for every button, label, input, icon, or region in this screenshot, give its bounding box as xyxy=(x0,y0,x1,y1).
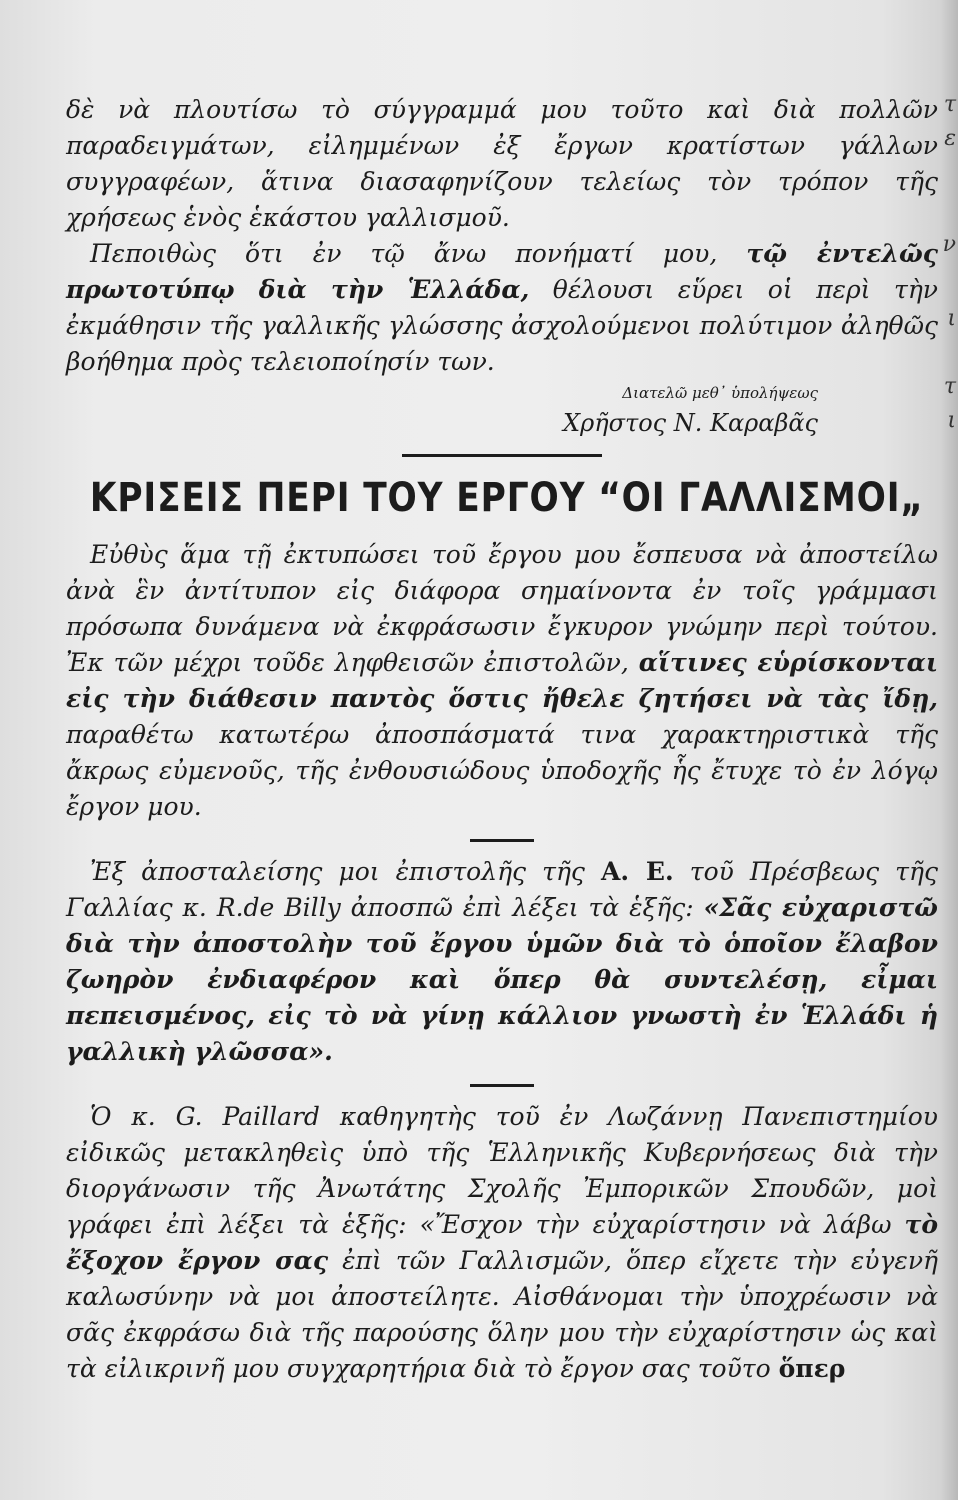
edge-letter: ι xyxy=(947,306,956,331)
section-divider xyxy=(402,454,602,457)
facing-page-edge xyxy=(940,0,958,1500)
section-headline: ΚΡΙΣΕΙΣ ΠΕΡΙ ΤΟΥ ΕΡΓΟΥ “ΟΙ ΓΑΛΛΙΣΜΟΙ„ xyxy=(89,475,924,521)
text-run: καθηγητὴς τοῦ ἐν Λωζάννῃ Πανεπιστημίου εἰδικῶς μετακληθεὶς ὑπὸ τῆς Ἑλληνικῆς Κυβερνήσεως διὰ τὴν διοργάνωσιν τῆς Ἀνωτάτης Σχολῆς Ἐμπορικῶν Σπουδῶν, μοὶ γράφει ἐπὶ λέξει τὰ ἑξῆς: «Ἔσχον τὴν εὐχαρίστησιν νὰ λάβω xyxy=(66,1102,938,1239)
signature-name: Χρῆστος Ν. Καραβᾶς xyxy=(563,409,818,437)
person-name: R.de Billy xyxy=(216,893,341,922)
text-run: Πεποιθὼς ὅτι ἐν τῷ ἄνω πονήματί μου, xyxy=(90,239,747,268)
edge-letter: ι xyxy=(947,408,956,433)
signature-block xyxy=(66,380,818,440)
text-run: Εὐθὺς ἅμα τῇ ἐκτυπώσει τοῦ ἔργου μου ἔσπευσα νὰ ἀποστείλω ἀνὰ ἓν ἀντίτυπον εἰς διάφορα σημαίνοντα ἐν τοῖς γράμμασι πρόσωπα δυνάμενα νὰ ἐκφράσωσιν ἔγκυρον γνώμην περὶ τούτου. Ἐκ τῶν μέχρι τοῦδε ληφθεισῶν ἐπιστολῶν, xyxy=(66,540,938,677)
text-run: θέλουσι εὕρει οἱ περὶ τὴν ἐκμάθησιν τῆς γαλλικῆς γλώσσης ἀσχολούμενοι πολύτιμον ἀληθῶς βοήθημα πρὸς τελειοποίησίν των. xyxy=(66,275,938,376)
professor-paragraph xyxy=(66,1099,938,1387)
ambassador-paragraph xyxy=(66,854,938,1070)
emphasis-run: αἵτινες εὑρίσκονται εἰς τὴν διάθεσιν παντὸς ὅστις ἤθελε ζητήσει νὰ τὰς ἴδῃ, xyxy=(66,648,939,713)
short-divider xyxy=(470,1084,534,1087)
emphasis-run: ὅπερ xyxy=(778,1354,846,1383)
edge-letter: τ xyxy=(943,92,956,117)
signature-closing: Διατελῶ μεθ᾽ ὑπολήψεως xyxy=(622,384,818,402)
title-abbreviation: Α. Ε. xyxy=(600,857,674,886)
person-name: G. Paillard xyxy=(175,1102,320,1131)
quoted-letter: «Σᾶς εὐχαριστῶ διὰ τὴν ἀποστολὴν τοῦ ἔργου ὑμῶν διὰ τὸ ὁποῖον ἔλαβον ζωηρὸν ἐνδιαφέρον καὶ ὅπερ θὰ συντελέσῃ, εἶμαι πεπεισμένος, εἰς τὸ νὰ γίνῃ κάλλιον γνωστὴ ἐν Ἑλλάδι ἡ γαλλικὴ γλῶσσα». xyxy=(66,893,938,1066)
text-run: παραθέτω κατωτέρω ἀποσπάσματά τινα χαρακτηριστικὰ τῆς ἄκρως εὐμενοῦς, τῆς ἐνθουσιώδους ὑποδοχῆς ἧς ἔτυχε τὸ ἐν λόγῳ ἔργον μου. xyxy=(66,720,938,821)
emphasis-run: τὸ ἔξοχον ἔργον σας xyxy=(66,1210,938,1275)
text-run: Ὁ κ. xyxy=(90,1102,176,1131)
page-body xyxy=(66,92,938,1387)
short-divider xyxy=(470,839,534,842)
text-run: ἐπὶ τῶν Γαλλισμῶν, ὅπερ εἴχετε τὴν εὐγενῆ καλωσύνην νὰ μοι ἀποστείλητε. Αἰσθάνομαι τὴν ὑποχρέωσιν νὰ σᾶς ἐκφράσω διὰ τῆς παρούσης ὅλην μου τὴν εὐχαρίστησιν ὡς καὶ τὰ εἰλικρινῆ μου συγχαρητήρια διὰ τὸ ἔργον σας τοῦτο xyxy=(66,1246,939,1383)
edge-letter: τ xyxy=(943,374,956,399)
text-run: ἀποσπῶ ἐπὶ λέξει τὰ ἑξῆς: xyxy=(340,893,704,922)
text-run: Ἐξ ἀποσταλείσης μοι ἐπιστολῆς τῆς xyxy=(90,857,601,886)
text-run: τοῦ Πρέσβεως τῆς Γαλλίας κ. xyxy=(66,857,938,922)
edge-letter: ν xyxy=(942,232,956,257)
confidence-paragraph xyxy=(66,236,938,380)
reviews-intro-paragraph xyxy=(66,537,938,825)
intro-paragraph: δὲ νὰ πλουτίσω τὸ σύγγραμμά μου τοῦτο καὶ διὰ πολλῶν παραδειγμάτων, εἰλημμένων ἐξ ἔργων κρατίστων γάλλων συγγραφέων, ἅτινα διασαφηνίζουν τελείως τὸν τρόπον τῆς χρήσεως ἑνὸς ἑκάστου γαλλισμοῦ. xyxy=(66,95,938,232)
emphasis-run: τῷ ἐντελῶς πρωτοτύπῳ διὰ τὴν Ἑλλάδα, xyxy=(66,239,938,304)
edge-letter: ε xyxy=(944,126,956,151)
